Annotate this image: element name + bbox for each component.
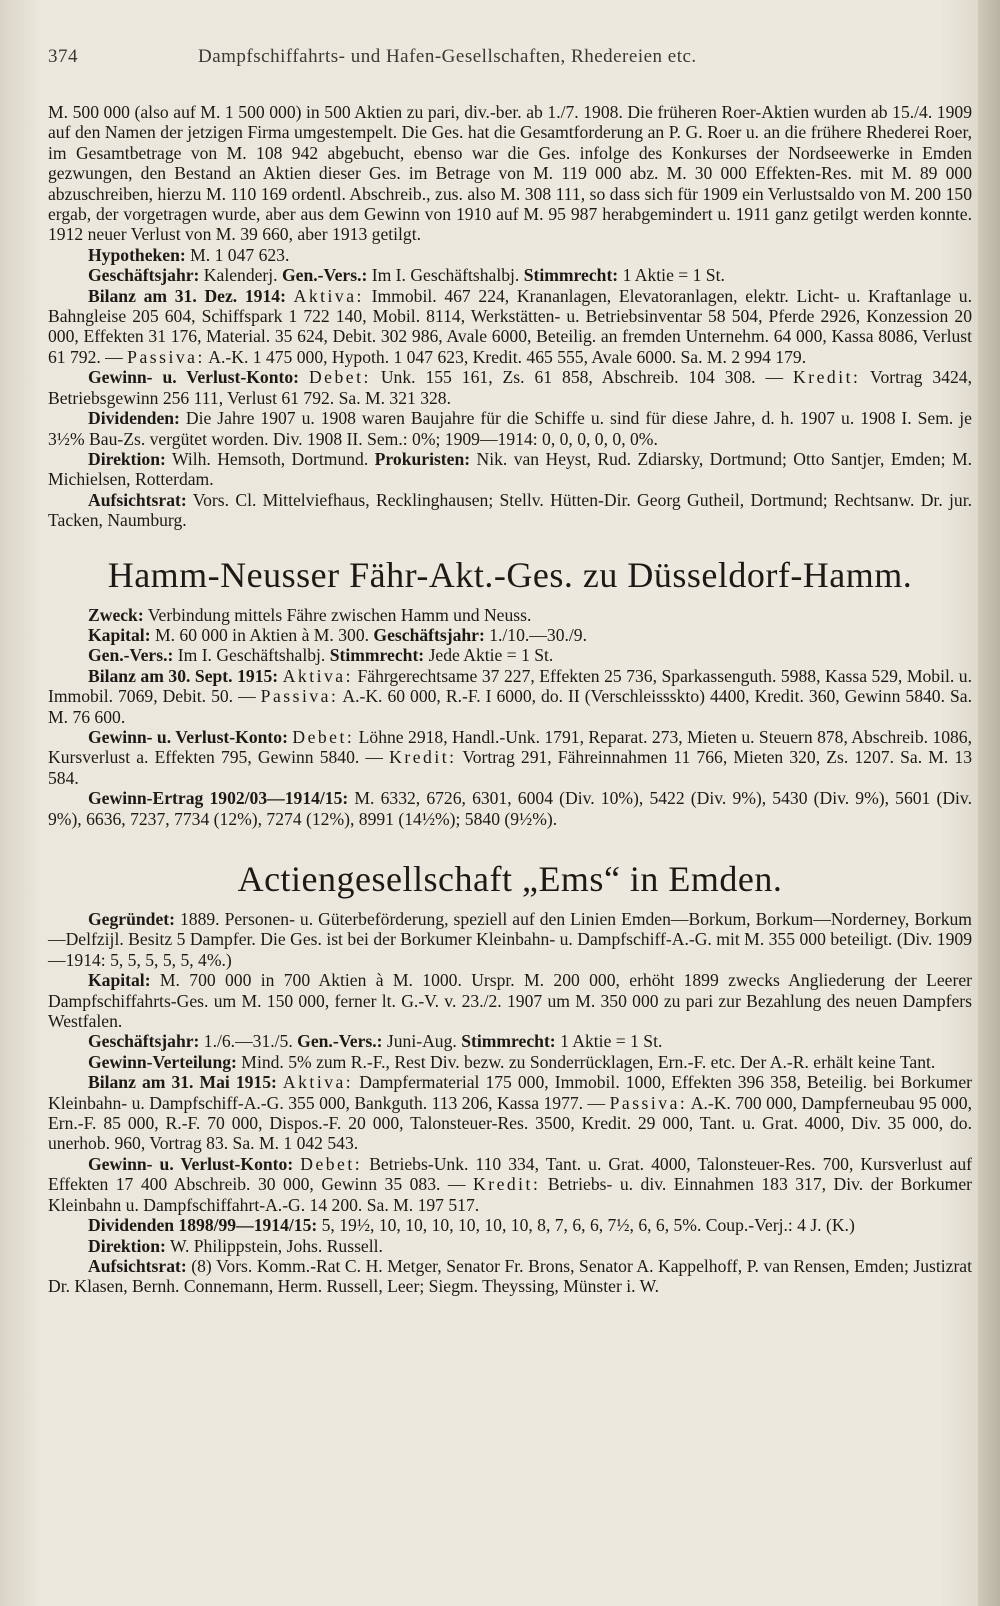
direktion-label: Direktion: [88, 448, 166, 469]
geschaeftsjahr-text: Kalenderj. [199, 265, 278, 286]
bilanz-passiva: A.-K. 700 000, Dampferneubau 95 000, Ern.-F. 85 000, R.-F. 70 000, Dispos.-F. 20 000, Talonsteuer-Res. 3500, Kredit. 29 000, Tant. u. Grat. 4000, Div. 35 000, do. unerhob. 960, Vortrag 83. Sa. M. 1 042 543. [48, 1092, 972, 1154]
genvers-text: Juni-Aug. [382, 1031, 462, 1052]
gegruendet-label: Gegründet: [88, 909, 175, 929]
gegruendet-paragraph [48, 909, 972, 970]
gegruendet-text: 1889. Personen- u. Güterbeförderung, speziell auf den Linien Emden—Borkum, Borkum—Norderney, Borkum—Delfzijl. Besitz 5 Dampfer. Die Ges. ist bei der Borkumer Kleinbahn- u. Dampfschiff-A.-G. mit M. 355 000 beteiligt. (Div. 1909—1914: 5, 5, 5, 5, 5, 4%.) [48, 909, 972, 970]
geschaeftsjahr-paragraph [48, 1031, 972, 1051]
kredit-word: Kredit: [793, 367, 861, 388]
aufsichtsrat-paragraph [48, 490, 972, 531]
running-head [48, 46, 972, 68]
bilanz-paragraph [48, 1072, 972, 1154]
geschaeftsjahr-text: 1./6.—31./5. [199, 1031, 298, 1052]
intro-paragraph: M. 500 000 (also auf M. 1 500 000) in 500 Aktien zu pari, div.-ber. ab 1./7. 1908. Die früheren Roer-Aktien wurden ab 15./4. 1909 auf den Namen der jetzigen Firma umgestempelt. Die Ges. hat die Gesamtforderung an P. G. Roer u. an die frühere Rhederei Roer, im Gesamtbetrage von M. 108 942 abgebucht, ebenso war die Ges. infolge des Konkurses der Nordseewerke in Emden gezwungen, den Bestand an Aktien dieser Ges. im Betrage von M. 119 000 abz. M. 30 000 Effekten-Res. mit M. 89 000 abzuschreiben, hierzu M. 110 169 ordentl. Abschreib., zus. also M. 308 111, so dass sich für 1909 ein Verlustsaldo von M. 200 150 ergab, der vorgetragen wurde, aber aus dem Gewinn von 1910 auf M. 95 987 herabgemindert u. 1911 ganz getilgt werden konnte. 1912 neuer Verlust von M. 39 660, aber 1913 getilgt. [48, 102, 972, 245]
aufsichtsrat-text: Vors. Cl. Mittelviefhaus, Recklinghausen; Stellv. Hütten-Dir. Georg Gutheil, Dortmund; Rechtsanw. Dr. jur. Tacken, Naumburg. [48, 489, 972, 531]
stimmrecht-label: Stimmrecht: [329, 645, 425, 666]
guv-label: Gewinn- u. Verlust-Konto: [88, 367, 300, 388]
direktion-text: W. Philippstein, Johs. Russell. [165, 1235, 383, 1256]
dividenden-label: Dividenden: [88, 408, 180, 429]
guv-debet: Unk. 155 161, Zs. 61 858, Abschreib. 104 308. — [370, 367, 794, 388]
aktiva-word: Aktiva: [282, 665, 353, 686]
guv-kredit: Betriebs- u. div. Einnahmen 183 317, Div. der Borkumer Kleinbahn u. Dampfschiffahrt-A.-G. 14 200. Sa. M. 197 517. [48, 1174, 972, 1215]
prokuristen-text: Nik. van Heyst, Rud. Zdiarsky, Dortmund; Otto Santjer, Emden; M. Michielsen, Rotterdam. [48, 448, 972, 490]
passiva-word: Passiva: [127, 346, 205, 367]
guv-label: Gewinn- u. Verlust-Konto: [88, 1153, 294, 1174]
aktiva-word: Aktiva: [282, 1072, 354, 1093]
stimmrecht-label: Stimmrecht: [461, 1031, 556, 1052]
section-continued-entry [48, 102, 972, 531]
direktion-paragraph [48, 1236, 972, 1256]
section-hamm-neusser [48, 555, 972, 829]
genvers-paragraph [48, 645, 972, 665]
kapital-paragraph [48, 970, 972, 1031]
ertrag-paragraph [48, 788, 972, 829]
bilanz-aktiva: Immobil. 467 224, Krananlagen, Elevatoranlagen, elektr. Licht- u. Kraftanlage u. Bahngleise 205 604, Schiffspark 1 722 140, Mobil. 8114, Werkstätten- u. Betriebsinventar 58 504, Pferde 2926, Konzession 20 000, Effekten 31 176, Material. 35 624, Debit. 302 986, Avale 6000, Beteilig. an fremden Unternehm. 64 000, Kassa 8086, Verlust 61 792. — [48, 285, 972, 367]
ertrag-label: Gewinn-Ertrag 1902/03—1914/15: [88, 788, 349, 809]
bilanz-passiva: A.-K. 60 000, R.-F. I 6000, do. II (Verschleissskto) 4400, Kredit. 360, Gewinn 5840. Sa. M. 76 600. [48, 686, 972, 727]
aktiva-word: Aktiva: [293, 285, 364, 306]
guv-kredit: Vortrag 291, Fähreinnahmen 11 766, Mieten 320, Zs. 1207. Sa. M. 13 584. [48, 747, 972, 788]
passiva-word: Passiva: [609, 1092, 688, 1113]
geschaeftsjahr-paragraph [48, 265, 972, 285]
passiva-word: Passiva: [260, 686, 339, 707]
page-spine-shadow [978, 0, 1000, 1606]
debet-word: Debet: [292, 726, 355, 747]
aufsichtsrat-label: Aufsichtsrat: [88, 1255, 187, 1276]
aufsichtsrat-paragraph [48, 1256, 972, 1297]
zweck-text: Verbindung mittels Fähre zwischen Hamm und Neuss. [143, 604, 532, 625]
aufsichtsrat-text: (8) Vors. Komm.-Rat C. H. Metger, Senator Fr. Brons, Senator A. Kappelhoff, P. van Rensen, Emden; Justizrat Dr. Klasen, Bernh. Connemann, Herm. Russell, Leer; Siegm. Theyssing, Münster i. W. [48, 1255, 972, 1297]
dividenden-text: 5, 19½, 10, 10, 10, 10, 10, 10, 8, 7, 6, 6, 7½, 6, 6, 5%. Coup.-Verj.: 4 J. (K.) [317, 1215, 855, 1236]
section-ag-ems [48, 859, 972, 1297]
kapital-label: Kapital: [88, 624, 151, 645]
genvers-label: Gen.-Vers.: [297, 1031, 383, 1052]
running-title: Dampfschiffahrts- und Hafen-Gesellschaften, Rhedereien etc. [198, 46, 697, 67]
kredit-word: Kredit: [389, 747, 457, 768]
verteilung-paragraph [48, 1052, 972, 1072]
guv-paragraph [48, 367, 972, 408]
genvers-text: Im I. Geschäftshalbj. [367, 265, 520, 286]
prokuristen-label: Prokuristen: [374, 448, 471, 469]
guv-debet: Löhne 2918, Handl.-Unk. 1791, Reparat. 273, Mieten u. Steuern 878, Abschreib. 1086, Kursverlust a. Effekten 795, Gewinn 5840. — [48, 726, 973, 768]
stimmrecht-text: Jede Aktie = 1 St. [424, 645, 554, 666]
guv-label: Gewinn- u. Verlust-Konto: [88, 726, 288, 747]
stimmrecht-text: 1 Aktie = 1 St. [618, 265, 725, 286]
company-title-hamm-neusser: Hamm-Neusser Fähr-Akt.-Ges. zu Düsseldorf-Hamm. [107, 554, 913, 595]
zweck-label: Zweck: [88, 604, 144, 625]
genvers-text: Im I. Geschäftshalbj. [173, 645, 330, 666]
debet-word: Debet: [300, 1153, 363, 1174]
page-number: 374 [48, 46, 78, 67]
verteilung-text: Mind. 5% zum R.-F., Rest Div. bezw. zu Sonderrücklagen, Ern.-F. etc. Der A.-R. erhält keine Tant. [236, 1051, 936, 1072]
debet-word: Debet: [308, 367, 371, 388]
kapital-paragraph [48, 625, 972, 645]
genvers-label: Gen.-Vers.: [281, 265, 368, 286]
guv-paragraph [48, 727, 972, 788]
bilanz-label: Bilanz am 30. Sept. 1915: [88, 665, 279, 686]
guv-kredit: Vortrag 3424, Betriebsgewinn 256 111, Verlust 61 792. Sa. M. 321 328. [48, 367, 972, 408]
direktion-text: Wilh. Hemsoth, Dortmund. [165, 448, 375, 469]
direktion-paragraph [48, 449, 972, 490]
geschaeftsjahr-label: Geschäftsjahr: [88, 265, 200, 286]
hypotheken-text: M. 1 047 623. [185, 244, 290, 265]
company-title-ag-ems: Actiengesellschaft „Ems“ in Emden. [237, 859, 783, 899]
kredit-word: Kredit: [473, 1174, 541, 1195]
bilanz-aktiva: Fährgerechtsame 37 227, Effekten 25 736, Sparkassenguth. 5988, Kassa 529, Mobil. u. Immobil. 7069, Debit. 50. — [48, 665, 972, 707]
geschaeftsjahr-text: 1./10.—30./9. [484, 624, 587, 645]
bilanz-aktiva: Dampfermaterial 175 000, Immobil. 1000, Effekten 396 358, Beteilig. bei Borkumer Kleinbahn- u. Dampfschiff-A.-G. 355 000, Bankguth. 113 206, Kassa 1977. — [48, 1072, 972, 1113]
bilanz-passiva: A.-K. 1 475 000, Hypoth. 1 047 623, Kredit. 465 555, Avale 6000. Sa. M. 2 994 179. [204, 346, 807, 367]
bilanz-label: Bilanz am 31. Dez. 1914: [88, 285, 286, 306]
stimmrecht-text: 1 Aktie = 1 St. [555, 1031, 663, 1052]
aufsichtsrat-label: Aufsichtsrat: [88, 489, 187, 510]
dividenden-text: Die Jahre 1907 u. 1908 waren Baujahre für die Schiffe u. sind für diese Jahre, d. h. 1907 u. 1908 I. Sem. je 3½% Bau-Zs. vergütet worden. Div. 1908 II. Sem.: 0%; 1909—1914: 0, 0, 0, 0, 0, 0%. [48, 408, 972, 449]
dividenden-paragraph [48, 408, 972, 449]
dividenden-label: Dividenden 1898/99—1914/15: [88, 1215, 318, 1236]
stimmrecht-label: Stimmrecht: [523, 265, 619, 286]
guv-paragraph [48, 1154, 972, 1215]
kapital-label: Kapital: [88, 970, 151, 991]
geschaeftsjahr-label: Geschäftsjahr: [373, 624, 485, 645]
kapital-text: M. 60 000 in Aktien à M. 300. [150, 624, 374, 645]
zweck-paragraph [48, 605, 972, 625]
verteilung-label: Gewinn-Verteilung: [88, 1051, 237, 1072]
bilanz-paragraph [48, 666, 972, 727]
bilanz-label: Bilanz am 31. Mai 1915: [88, 1072, 277, 1093]
hypotheken-label: Hypotheken: [88, 244, 186, 265]
direktion-label: Direktion: [88, 1235, 166, 1256]
genvers-label: Gen.-Vers.: [88, 645, 174, 666]
bilanz-paragraph [48, 286, 972, 368]
guv-debet: Betriebs-Unk. 110 334, Tant. u. Grat. 4000, Talonsteuer-Res. 700, Kursverlust auf Effekten 17 400 Abschreib. 30 000, Gewinn 35 083. — [48, 1153, 973, 1195]
hypotheken-paragraph [48, 245, 972, 265]
ertrag-text: M. 6332, 6726, 6301, 6004 (Div. 10%), 5422 (Div. 9%), 5430 (Div. 9%), 5601 (Div. 9%), 6636, 7237, 7734 (12%), 7274 (12%), 8991 (14½%); 5840 (9½%). [48, 788, 972, 829]
geschaeftsjahr-label: Geschäftsjahr: [88, 1031, 200, 1052]
kapital-text: M. 700 000 in 700 Aktien à M. 1000. Urspr. M. 200 000, erhöht 1899 zwecks Angliederung der Leerer Dampfschiffahrts-Ges. um M. 150 000, ferner lt. G.-V. v. 23./2. 1907 um M. 350 000 zu pari zur Bezahlung des neuen Dampfers Westfalen. [48, 970, 972, 1032]
dividenden-paragraph [48, 1215, 972, 1235]
